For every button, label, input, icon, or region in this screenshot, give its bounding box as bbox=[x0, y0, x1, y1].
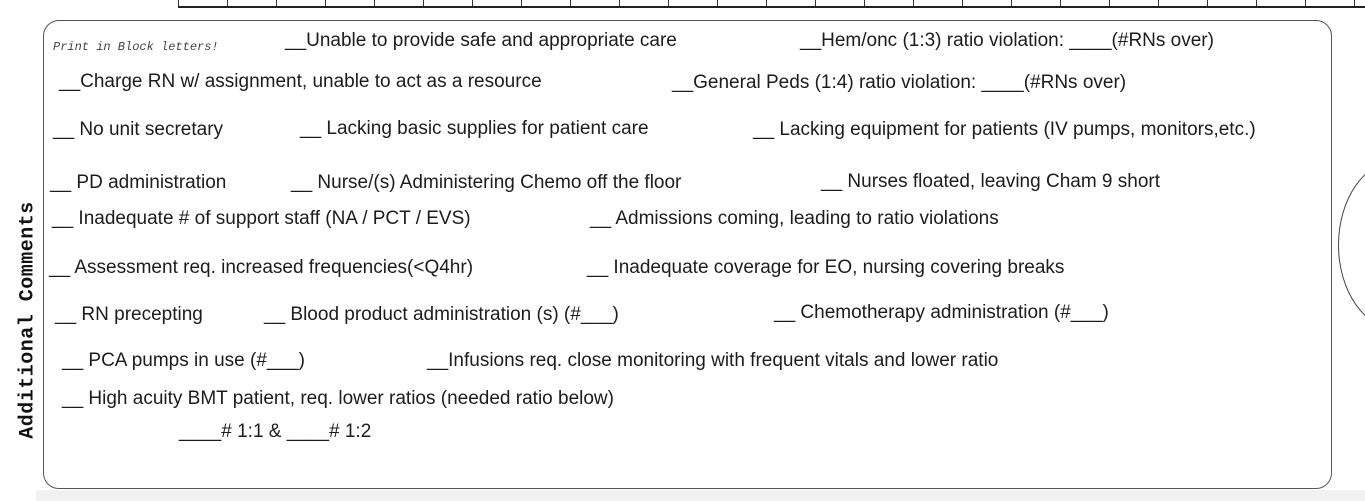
grid-tick bbox=[374, 0, 375, 6]
additional-comments-label: Additional Comments bbox=[16, 201, 40, 439]
grid-tick bbox=[1158, 0, 1159, 6]
grid-tick bbox=[913, 0, 914, 6]
grid-tick bbox=[864, 0, 865, 6]
grid-tick bbox=[1207, 0, 1208, 6]
grid-tick bbox=[1109, 0, 1110, 6]
grid-tick bbox=[1256, 0, 1257, 6]
checkbox-item-lacking-supplies[interactable]: __ Lacking basic supplies for patient care bbox=[300, 118, 649, 139]
grid-tick bbox=[178, 0, 179, 6]
checkbox-item-lacking-equipment[interactable]: __ Lacking equipment for patients (IV pumps, monitors,etc.) bbox=[753, 119, 1256, 140]
checkbox-item-high-acuity-bmt[interactable]: __ High acuity BMT patient, req. lower ratios (needed ratio below) bbox=[62, 388, 614, 409]
needed-ratio-fields[interactable]: ____# 1:1 & ____# 1:2 bbox=[179, 421, 372, 442]
checkbox-item-support-staff[interactable]: __ Inadequate # of support staff (NA / PCT / EVS) bbox=[52, 208, 471, 229]
checkbox-item-assessment-frequency[interactable]: __ Assessment req. increased frequencies(<Q4hr) bbox=[49, 257, 474, 278]
checkbox-item-charge-rn[interactable]: __Charge RN w/ assignment, unable to act as a resource bbox=[59, 71, 542, 92]
checkbox-item-eo-coverage[interactable]: __ Inadequate coverage for EO, nursing covering breaks bbox=[587, 257, 1065, 278]
checkbox-item-chemo-off-floor[interactable]: __ Nurse/(s) Administering Chemo off the floor bbox=[291, 172, 682, 193]
print-instruction: Print in Block letters! bbox=[53, 40, 219, 54]
checkbox-item-unsafe-care[interactable]: __Unable to provide safe and appropriate care bbox=[285, 30, 677, 51]
checkbox-item-hem-onc-ratio[interactable]: __Hem/onc (1:3) ratio violation: ____(#RNs over) bbox=[800, 30, 1214, 51]
grid-tick bbox=[325, 0, 326, 6]
bottom-band bbox=[36, 490, 1365, 501]
grid-tick bbox=[766, 0, 767, 6]
checkbox-item-pca-pumps[interactable]: __ PCA pumps in use (#___) bbox=[62, 350, 305, 371]
checkbox-item-rn-precepting[interactable]: __ RN precepting bbox=[55, 304, 203, 325]
grid-tick bbox=[276, 0, 277, 6]
grid-tick bbox=[1354, 0, 1355, 6]
grid-tick bbox=[472, 0, 473, 6]
grid-tick bbox=[668, 0, 669, 6]
grid-tick bbox=[815, 0, 816, 6]
checkbox-item-general-peds-ratio[interactable]: __General Peds (1:4) ratio violation: ____(#RNs over) bbox=[672, 72, 1127, 93]
checkbox-item-admissions-coming[interactable]: __ Admissions coming, leading to ratio violations bbox=[590, 208, 999, 229]
checkbox-item-infusions-monitoring[interactable]: __Infusions req. close monitoring with frequent vitals and lower ratio bbox=[427, 350, 999, 371]
grid-tick bbox=[1305, 0, 1306, 6]
grid-tick bbox=[962, 0, 963, 6]
grid-tick bbox=[521, 0, 522, 6]
grid-tick bbox=[1060, 0, 1061, 6]
side-circle-shape bbox=[1338, 160, 1365, 330]
grid-tick bbox=[423, 0, 424, 6]
checkbox-item-nurses-floated[interactable]: __ Nurses floated, leaving Cham 9 short bbox=[821, 171, 1161, 192]
grid-tick bbox=[570, 0, 571, 6]
grid-tick bbox=[227, 0, 228, 6]
checkbox-item-blood-product[interactable]: __ Blood product administration (s) (#___) bbox=[264, 304, 619, 325]
checkbox-item-no-unit-secretary[interactable]: __ No unit secretary bbox=[53, 119, 224, 140]
grid-tick bbox=[1011, 0, 1012, 6]
checkbox-item-chemotherapy[interactable]: __ Chemotherapy administration (#___) bbox=[774, 302, 1109, 323]
top-grid-border bbox=[178, 0, 1365, 8]
grid-tick bbox=[619, 0, 620, 6]
grid-tick bbox=[717, 0, 718, 6]
checkbox-item-pd-administration[interactable]: __ PD administration bbox=[50, 172, 227, 193]
